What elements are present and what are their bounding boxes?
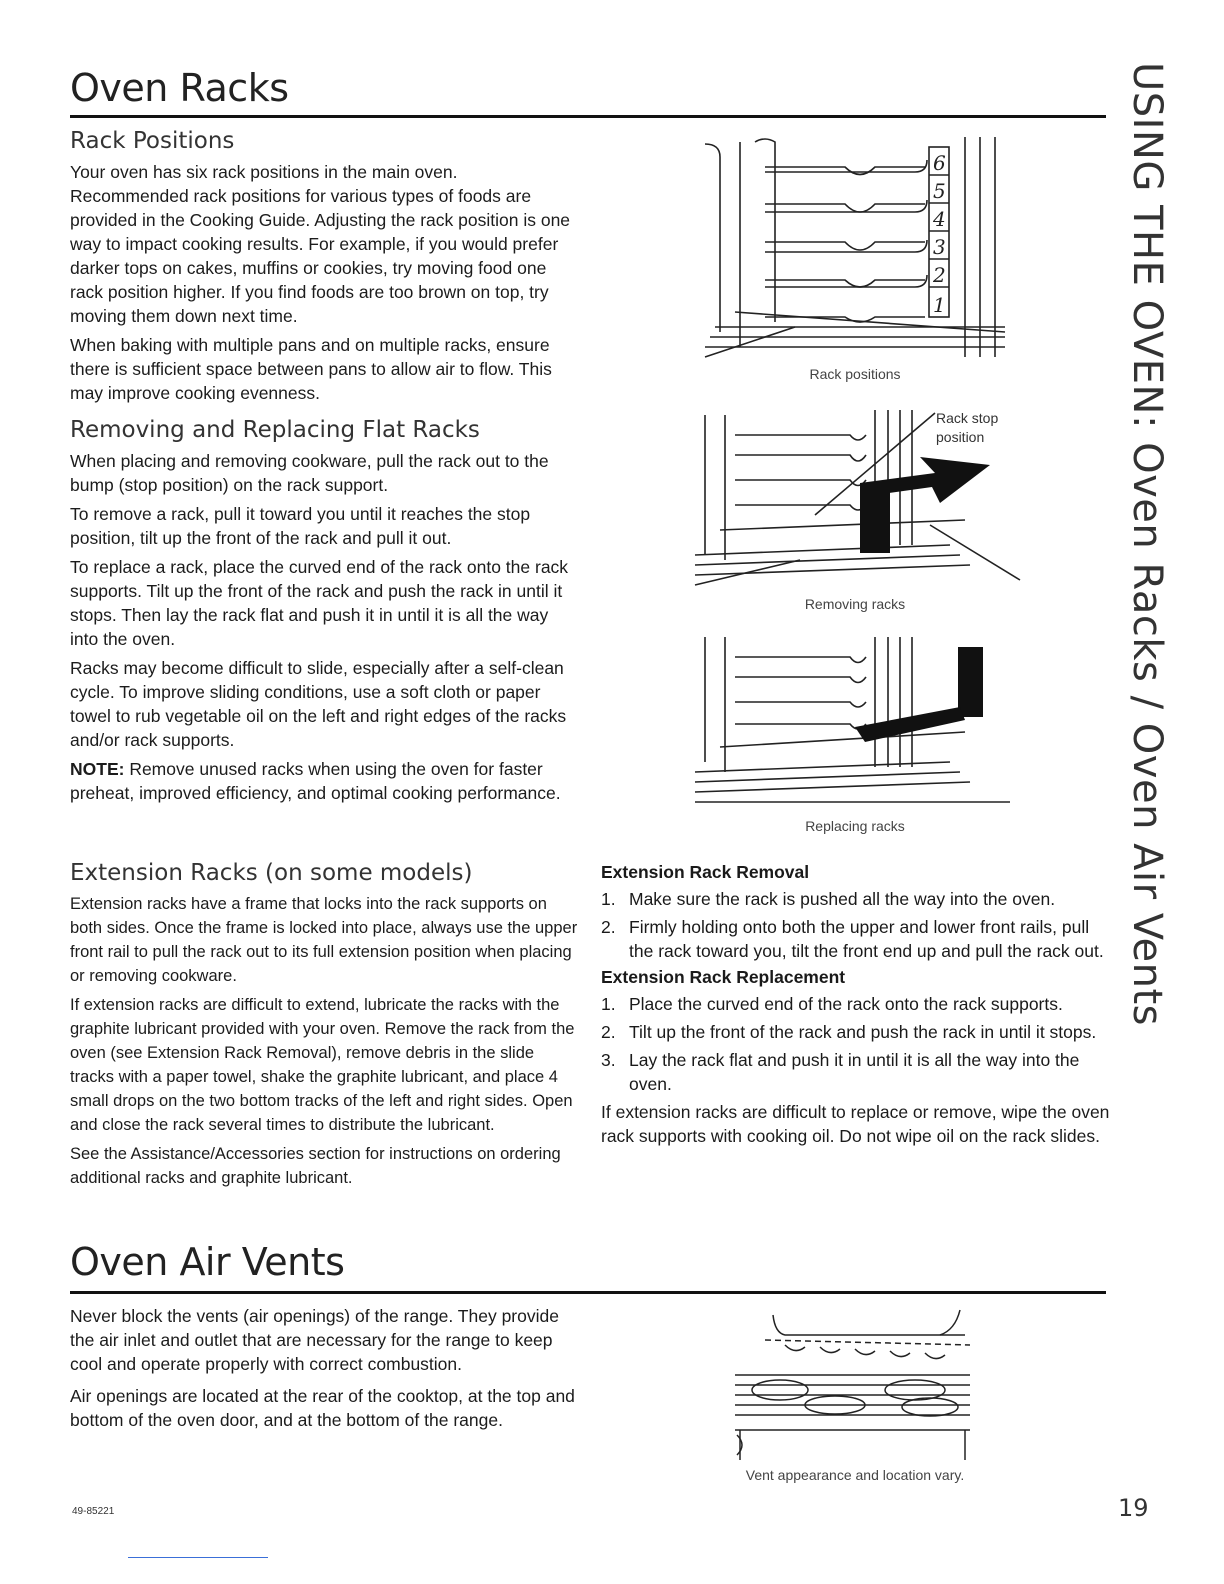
air-vents-p1: Never block the vents (air openings) of the range. They provide the air inlet and outlet that are necessary for the range to keep cool and operate properly with correct combustion. [70, 1306, 559, 1374]
replacing-racks-illustration [690, 632, 1025, 812]
rack-number-1: 1 [933, 293, 946, 317]
flat-racks-p3: To replace a rack, place the curved end of the rack onto the rack supports. Tilt up the front of the rack and push the rack in until it stops. Then lay the rack flat and push it in until it is all the way into the oven. [70, 557, 569, 649]
sidebar-section: USING THE OVEN: [1124, 62, 1170, 429]
replacement-step-1: 1. Place the curved end of the rack onto the rack supports. [601, 994, 1063, 1014]
left-column-top [70, 128, 580, 810]
rack-number-2: 2 [933, 263, 946, 287]
air-vents-p2: Air openings are located at the rear of the cooktop, at the top and bottom of the oven door, and at the bottom of the range. [70, 1386, 575, 1430]
extension-p1: Extension racks have a frame that locks into the rack supports on both sides. Once the frame is locked into place, always use the upper front rail to pull the rack out to its full extension position when placing or removing cookware. [70, 895, 578, 985]
rack-positions-p1: Your oven has six rack positions in the main oven. Recommended rack positions for various types of foods are provided in the Cooking Guide. Adjusting the rack position is one way to impact cooking results. For example, if you would prefer darker tops on cakes, muffins or cookies, try moving food one rack position higher. If you find foods are too brown on top, try moving them down next time. [70, 162, 571, 326]
extension-p2: If extension racks are difficult to extend, lubricate the racks with the graphite lubricant provided with your oven. Remove the rack from the oven (see Extension Rack Removal), remove debris in the slide tracks with a paper towel, shake the graphite lubricant, and place 4 small drops on the two bottom tracks of the left and right sides. Open and close the rack several times to distribute the lubricant. [70, 996, 575, 1134]
page-title-oven-air-vents: Oven Air Vents [70, 1240, 345, 1284]
note-text: Remove unused racks when using the oven for faster preheat, improved efficiency, and optimal cooking performance. [70, 759, 561, 803]
heading-extension-removal: Extension Rack Removal [601, 862, 810, 882]
replacement-step-2: 2. Tilt up the front of the rack and push the rack in until it stops. [601, 1022, 1097, 1042]
air-vents-illustration [725, 1305, 980, 1465]
sidebar-section-label [1118, 62, 1178, 1027]
caption-replacing-racks: Replacing racks [805, 818, 905, 834]
heading-extension-racks: Extension Racks (on some models) [70, 860, 473, 886]
rack-number-4: 4 [933, 207, 946, 231]
heading-flat-racks: Removing and Replacing Flat Racks [70, 417, 480, 443]
rack-number-3: 3 [933, 235, 946, 259]
replacement-steps [601, 992, 1111, 1096]
note-label: NOTE: [70, 759, 125, 779]
title-rule [70, 115, 1106, 118]
page-number: 19 [1118, 1494, 1149, 1522]
right-column-extension [601, 862, 1111, 1153]
removal-step-2: 2. Firmly holding onto both the upper and lower front rails, pull the rack toward you, tilt the front end up and pull the rack out. [601, 917, 1104, 961]
doc-number: 49-85221 [72, 1506, 115, 1517]
heading-rack-positions: Rack Positions [70, 128, 235, 154]
heading-extension-replacement: Extension Rack Replacement [601, 967, 846, 987]
replacement-step-3: 3. Lay the rack flat and push it in until it is all the way into the oven. [601, 1050, 1080, 1094]
page-title-oven-racks: Oven Racks [70, 66, 289, 110]
rack-positions-illustration [695, 132, 1025, 367]
caption-rack-positions: Rack positions [809, 366, 901, 382]
rack-number-5: 5 [933, 179, 946, 203]
air-vents-rule [70, 1291, 1106, 1294]
left-column-extension [70, 860, 580, 1195]
removal-step-1: 1. Make sure the rack is pushed all the way into the oven. [601, 889, 1056, 909]
replacement-note: If extension racks are difficult to replace or remove, wipe the oven rack supports with cooking oil. Do not wipe oil on the rack slides. [601, 1102, 1110, 1146]
rack-stop-label-line1: Rack stop [936, 410, 999, 426]
caption-air-vents: Vent appearance and location vary. [745, 1467, 965, 1483]
caption-removing-racks: Removing racks [804, 596, 906, 612]
removal-steps [601, 887, 1111, 963]
flat-racks-p1: When placing and removing cookware, pull the rack out to the bump (stop position) on the rack support. [70, 451, 549, 495]
footer-link-underline [128, 1557, 268, 1558]
flat-racks-note [70, 757, 580, 805]
rack-stop-label-line2: position [936, 429, 985, 445]
sidebar-topic: Oven Racks / Oven Air Vents [1124, 442, 1170, 1027]
removing-racks-illustration [690, 405, 1025, 595]
extension-p3: See the Assistance/Accessories section for instructions on ordering additional racks and graphite lubricant. [70, 1145, 561, 1187]
rack-positions-p2: When baking with multiple pans and on multiple racks, ensure there is sufficient space between pans to allow air to flow. This may improve cooking evenness. [70, 335, 552, 403]
flat-racks-p4: Racks may become difficult to slide, especially after a self-clean cycle. To improve sliding conditions, use a soft cloth or paper towel to rub vegetable oil on the left and right edges of the racks and/or rack supports. [70, 658, 567, 750]
rack-number-6: 6 [933, 151, 946, 175]
flat-racks-p2: To remove a rack, pull it toward you until it reaches the stop position, tilt up the front of the rack and pull it out. [70, 504, 531, 548]
air-vents-text [70, 1304, 580, 1437]
